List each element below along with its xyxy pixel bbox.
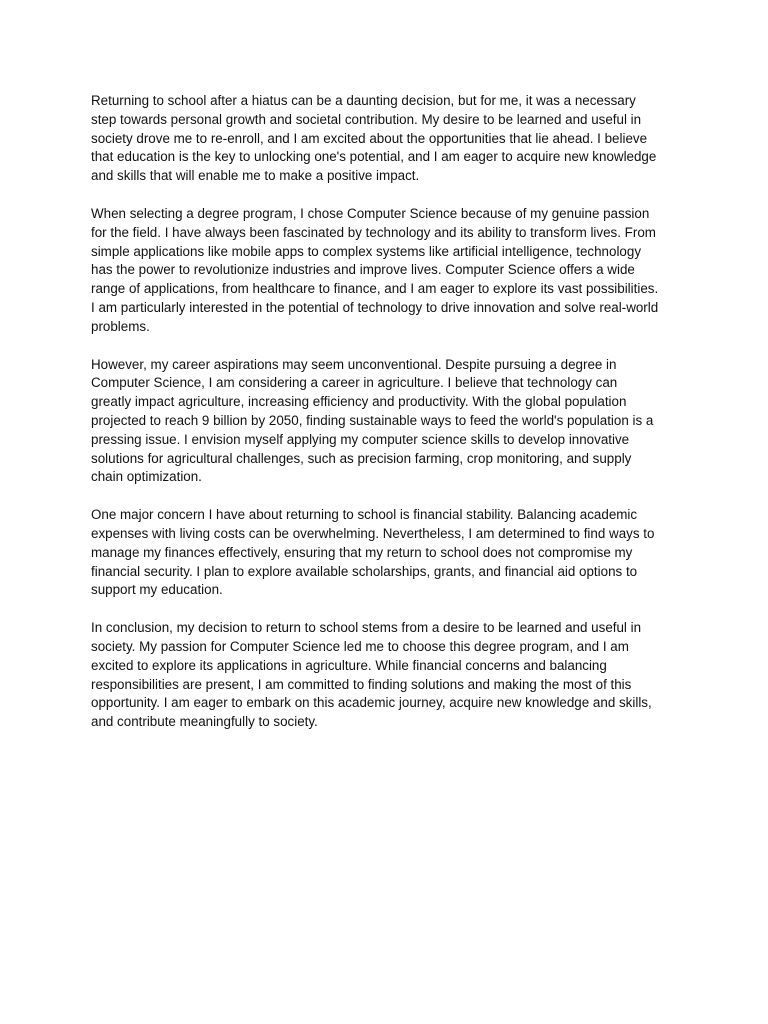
text-line: I am particularly interested in the potential of technology to drive innovation and solve real-world (91, 299, 659, 315)
text-line: step towards personal growth and societal contribution. My desire to be learned and useful in (91, 111, 642, 127)
text-line: financial security. I plan to explore available scholarships, grants, and financial aid options to (91, 563, 638, 579)
text-line: pressing issue. I envision myself applying my computer science skills to develop innovative (91, 431, 630, 447)
text-line: expenses with living costs can be overwhelming. Nevertheless, I am determined to find ways to (91, 525, 655, 541)
text-line: Computer Science, I am considering a career in agriculture. I believe that technology can (91, 375, 618, 391)
text-line: society. My passion for Computer Science led me to choose this degree program, and I am (91, 638, 629, 654)
text-line: One major concern I have about returning to school is financial stability. Balancing academic (91, 507, 638, 523)
text-line: responsibilities are present, I am committed to finding solutions and making the most of this (91, 676, 632, 692)
text-line: and skills that will enable me to make a positive impact. (91, 168, 420, 184)
text-line: that education is the key to unlocking one's potential, and I am eager to acquire new knowledge (91, 149, 657, 165)
text-line: Returning to school after a hiatus can be a daunting decision, but for me, it was a necessary (91, 93, 636, 108)
paragraph-degree-program (91, 205, 691, 337)
text-line: and contribute meaningfully to society. (91, 714, 318, 730)
text-line: manage my finances effectively, ensuring that my return to school does not compromise my (91, 544, 633, 560)
text-line: chain optimization. (91, 469, 202, 485)
essay-body (91, 92, 691, 751)
text-line: When selecting a degree program, I chose Computer Science because of my genuine passion (91, 205, 650, 221)
text-line: However, my career aspirations may seem unconventional. Despite pursuing a degree in (91, 356, 617, 372)
text-line: range of applications, from healthcare to finance, and I am eager to explore its vast possibilities. (91, 281, 659, 297)
text-line: greatly impact agriculture, increasing efficiency and productivity. With the global population (91, 394, 627, 410)
paragraph-returning-to-school (91, 92, 691, 186)
text-line: has the power to revolutionize industries and improve lives. Computer Science offers a wide (91, 262, 635, 278)
paragraph-career-aspirations (91, 356, 691, 488)
text-line: solutions for agricultural challenges, such as precision farming, crop monitoring, and supply (91, 450, 632, 466)
text-line: for the field. I have always been fascinated by technology and its ability to transform lives. From (91, 224, 656, 240)
text-line: projected to reach 9 billion by 2050, finding sustainable ways to feed the world's population is a (91, 412, 654, 428)
paragraph-financial-concern (91, 506, 691, 600)
text-line: society drove me to re-enroll, and I am excited about the opportunities that lie ahead. I believe (91, 130, 648, 146)
text-line: In conclusion, my decision to return to school stems from a desire to be learned and useful in (91, 620, 642, 636)
text-line: problems. (91, 318, 150, 334)
paragraph-conclusion (91, 619, 691, 732)
text-line: opportunity. I am eager to embark on this academic journey, acquire new knowledge and skills, (91, 695, 652, 711)
text-line: simple applications like mobile apps to complex systems like artificial intelligence, technology (91, 243, 642, 259)
text-line: support my education. (91, 582, 223, 598)
text-line: excited to explore its applications in agriculture. While financial concerns and balancing (91, 657, 607, 673)
